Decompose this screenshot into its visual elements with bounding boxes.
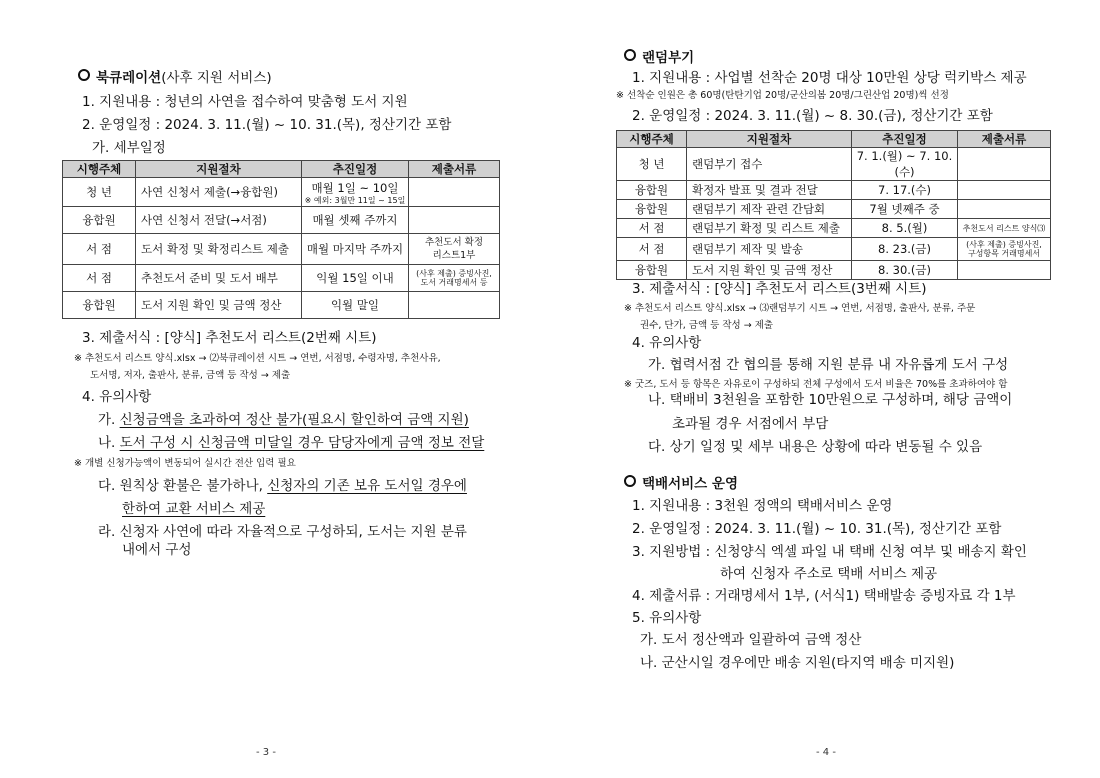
table-header: 시행주체 <box>617 131 687 148</box>
random-caution-na-cont: 초과될 경우 서점에서 부담 <box>672 416 829 432</box>
random-schedule: 2. 운영일정 : 2024. 3. 11.(월) ~ 8. 30.(금), 정산기간 포함 <box>632 108 993 124</box>
note-first-come: ※ 선착순 인원은 총 60명(탄탄기업 20명/군산의봄 20명/그린산업 20명)씩 선정 <box>616 90 949 101</box>
delivery-schedule: 2. 운영일정 : 2024. 3. 11.(월) ~ 10. 31.(목), 정산기간 포함 <box>632 521 1002 537</box>
table-header: 지원절차 <box>687 131 852 148</box>
caution-ra: 라. 신청자 사연에 따라 자율적으로 구성하되, 도서는 지원 분류 <box>98 524 467 540</box>
schedule-line: 2. 운영일정 : 2024. 3. 11.(월) ~ 10. 31.(목), 정산기간 포함 <box>82 117 452 133</box>
circle-bullet-icon <box>624 475 636 487</box>
table-header: 추진일정 <box>852 131 958 148</box>
random-submission-form: 3. 제출서식 : [양식] 추천도서 리스트(3번째 시트) <box>632 281 927 297</box>
caution-da: 다. 원칙상 환불은 불가하나, 신청자의 기존 보유 도서일 경우에 <box>98 478 467 494</box>
note-goods-ratio: ※ 굿즈, 도서 등 항목은 자유로이 구성하되 전체 구성에서 도서 비율은 70%를 초과하여야 함 <box>624 379 1008 390</box>
note-form-1: ※ 추천도서 리스트 양식.xlsx → ⑵북큐레이션 시트 → 연번, 서점명, 수령자명, 추천사유, <box>74 353 441 364</box>
page-4 <box>550 0 1100 778</box>
table-row: 융합원 도서 지원 확인 및 금액 정산 익월 말일 <box>63 292 500 319</box>
book-curation-schedule-table <box>62 160 500 319</box>
table-header: 제출서류 <box>958 131 1051 148</box>
delivery-documents: 4. 제출서류 : 거래명세서 1부, (서식1) 택배발송 증빙자료 각 1부 <box>632 588 1016 604</box>
table-row: 융합원 사연 신청서 전달(→서점) 매월 셋째 주까지 <box>63 207 500 234</box>
table-header: 시행주체 <box>63 161 136 178</box>
caution-na: 나. 도서 구성 시 신청금액 미달일 경우 담당자에게 금액 정보 전달 <box>98 435 485 451</box>
submission-form-line: 3. 제출서식 : [양식] 추천도서 리스트(2번째 시트) <box>82 330 377 346</box>
table-row: 서 점 추천도서 준비 및 도서 배부 익월 15일 이내 (사후 제출) 증빙사진, 도서 거래명세서 등 <box>63 265 500 292</box>
table-row: 서 점 도서 확정 및 확정리스트 제출 매월 마지막 주까지 추천도서 확정 리스트1부 <box>63 234 500 265</box>
table-row: 융합원 도서 지원 확인 및 금액 정산 8. 30.(금) <box>617 261 1051 280</box>
random-caution-na: 나. 택배비 3천원을 포함한 10만원으로 구성하며, 해당 금액이 <box>648 392 1013 408</box>
table-row: 청 년 사연 신청서 제출(→융합원) 매월 1일 ~ 10일 ※ 예외: 3월만 11일 ~ 15일 <box>63 178 500 207</box>
table-row: 청 년 랜덤부기 접수 7. 1.(월) ~ 7. 10.(수) <box>617 148 1051 181</box>
table-header: 지원절차 <box>136 161 302 178</box>
table-header: 제출서류 <box>409 161 500 178</box>
note-form-2: 도서명, 저자, 출판사, 분류, 금액 등 작성 → 제출 <box>90 370 291 381</box>
caution-ra-cont: 내에서 구성 <box>122 542 192 558</box>
table-row: 서 점 랜덤부기 제작 및 발송 8. 23.(금) (사후 제출) 증빙사진, 구성항목 거래명세서 <box>617 238 1051 261</box>
detail-schedule-label: 가. 세부일정 <box>92 140 166 156</box>
cautions-label: 4. 유의사항 <box>82 389 152 405</box>
support-content-line: 1. 지원내용 : 청년의 사연을 접수하여 맞춤형 도서 지원 <box>82 94 408 110</box>
section-title-book-curation: 북큐레이션(사후 지원 서비스) <box>78 66 272 86</box>
table-row: 서 점 랜덤부기 확정 및 리스트 제출 8. 5.(월) 추천도서 리스트 양식⑶ <box>617 219 1051 238</box>
random-support-content: 1. 지원내용 : 사업별 선착순 20명 대상 10만원 상당 럭키박스 제공 <box>632 70 1027 86</box>
caution-ga: 가. 신청금액을 초과하여 정산 불가(필요시 할인하여 금액 지원) <box>98 412 469 428</box>
note-random-form-2: 권수, 단가, 금액 등 작성 → 제출 <box>640 320 774 331</box>
table-row: 융합원 랜덤부기 제작 관련 간담회 7월 넷째주 중 <box>617 200 1051 219</box>
note-random-form-1: ※ 추천도서 리스트 양식.xlsx → ⑶랜덤부기 시트 → 연번, 서점명, 출판사, 분류, 주문 <box>624 303 976 314</box>
circle-bullet-icon <box>78 69 90 81</box>
delivery-caution-na: 나. 군산시일 경우에만 배송 지원(타지역 배송 미지원) <box>640 655 955 671</box>
delivery-cautions-label: 5. 유의사항 <box>632 610 702 626</box>
delivery-support-content: 1. 지원내용 : 3천원 정액의 택배서비스 운영 <box>632 498 893 514</box>
circle-bullet-icon <box>624 49 636 61</box>
table-header: 추진일정 <box>302 161 409 178</box>
section-title-random-book: 랜덤부기 <box>624 46 694 66</box>
section-title-delivery: 택배서비스 운영 <box>624 472 738 492</box>
random-book-schedule-table <box>616 130 1051 280</box>
random-caution-ga: 가. 협력서점 간 협의를 통해 지원 분류 내 자유롭게 도서 구성 <box>648 357 1009 373</box>
delivery-caution-ga: 가. 도서 정산액과 일괄하여 금액 정산 <box>640 632 862 648</box>
random-caution-da: 다. 상기 일정 및 세부 내용은 상황에 따라 변동될 수 있음 <box>648 439 983 455</box>
delivery-method: 3. 지원방법 : 신청양식 엑셀 파일 내 택배 신청 여부 및 배송지 확인 <box>632 544 1027 560</box>
table-row: 융합원 확정자 발표 및 결과 전달 7. 17.(수) <box>617 181 1051 200</box>
delivery-method-cont: 하여 신청자 주소로 택배 서비스 제공 <box>720 566 938 582</box>
random-cautions-label: 4. 유의사항 <box>632 335 702 351</box>
note-individual-amount: ※ 개별 신청가능액이 변동되어 실시간 전산 입력 필요 <box>74 458 296 469</box>
page-number: - 4 - <box>816 747 836 758</box>
caution-da-cont: 한하여 교환 서비스 제공 <box>122 501 266 517</box>
page-number: - 3 - <box>256 747 276 758</box>
